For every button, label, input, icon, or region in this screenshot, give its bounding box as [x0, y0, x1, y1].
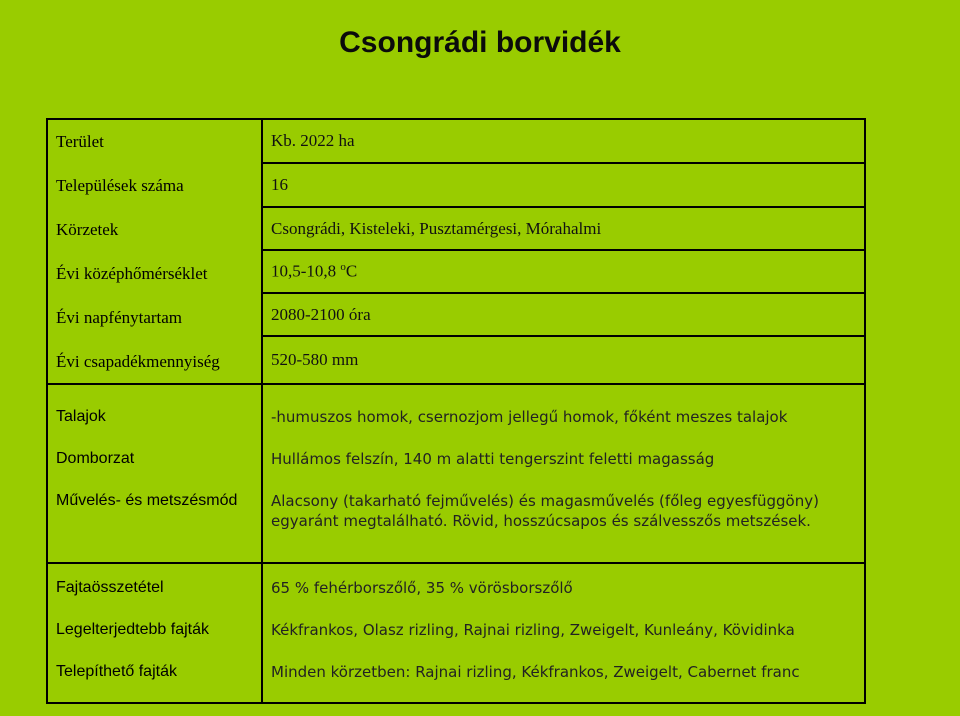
value-talajok: -humuszos homok, csernozjom jellegű homok, főként meszes talajok	[271, 408, 788, 426]
mid-labels-cell	[47, 384, 262, 563]
value-fajtaosszetetel: 65 % fehérborszőlő, 35 % vörösborszőlő	[271, 579, 573, 597]
value-domborzat: Hullámos felszín, 140 m alatti tengerszint feletti magasság	[271, 450, 715, 468]
value-muveles-line1: Alacsony (takarható fejművelés) és magasművelés (főleg egyesfüggöny)	[271, 492, 819, 510]
label-talajok: Talajok	[56, 408, 106, 425]
label-telepitheto: Telepíthető fajták	[56, 663, 177, 680]
value-terulet-box	[263, 120, 864, 164]
value-homerseklet-number: 10,5-10,8	[271, 261, 337, 281]
value-terulet: Kb. 2022 ha	[271, 131, 355, 150]
page-title: Csongrádi borvidék	[339, 26, 621, 59]
table-row-top	[47, 119, 865, 384]
label-csapadek: Évi csapadékmennyiség	[56, 351, 220, 371]
bottom-values-cell	[262, 563, 865, 703]
label-terulet: Terület	[56, 131, 104, 151]
value-telepulesek: 16	[271, 175, 288, 194]
label-muveles: Művelés- és metszésmód	[56, 492, 238, 509]
value-napfeny: 2080-2100 óra	[271, 304, 371, 324]
table-row-bottom	[47, 563, 865, 703]
degree-sup: o	[340, 261, 346, 274]
label-fajtaosszetetel: Fajtaösszetétel	[56, 579, 164, 596]
value-csapadek: 520-580 mm	[271, 350, 359, 369]
label-domborzat: Domborzat	[56, 450, 135, 467]
label-legelterjedtebb: Legelterjedtebb fajták	[56, 621, 209, 638]
value-csapadek-box	[263, 337, 864, 383]
top-values-cell	[262, 119, 865, 384]
value-muveles-line2: egyaránt megtalálható. Rövid, hosszúcsapos és szálvesszős metszések.	[271, 512, 811, 530]
degree-unit: C	[345, 261, 358, 281]
table-row-mid	[47, 384, 865, 563]
value-telepitheto: Minden körzetben: Rajnai rizling, Kékfrankos, Zweigelt, Cabernet franc	[271, 663, 800, 681]
top-labels-cell	[47, 119, 262, 384]
value-korzetek-box	[263, 208, 864, 251]
value-homerseklet-box	[263, 251, 864, 294]
value-korzetek: Csongrádi, Kisteleki, Pusztamérgesi, Mórahalmi	[271, 218, 602, 238]
label-korzetek: Körzetek	[56, 219, 119, 239]
value-legelterjedtebb: Kékfrankos, Olasz rizling, Rajnai rizling, Zweigelt, Kunleány, Kövidinka	[271, 621, 795, 639]
mid-values-cell	[262, 384, 865, 563]
label-telepulesek: Települések száma	[56, 175, 184, 195]
label-homerseklet: Évi középhőmérséklet	[56, 263, 208, 283]
wine-region-table	[46, 118, 866, 704]
value-telepulesek-box	[263, 164, 864, 208]
bottom-labels-cell	[47, 563, 262, 703]
value-homerseklet	[271, 261, 357, 282]
value-napfeny-box	[263, 294, 864, 337]
label-napfeny: Évi napfénytartam	[56, 307, 183, 327]
